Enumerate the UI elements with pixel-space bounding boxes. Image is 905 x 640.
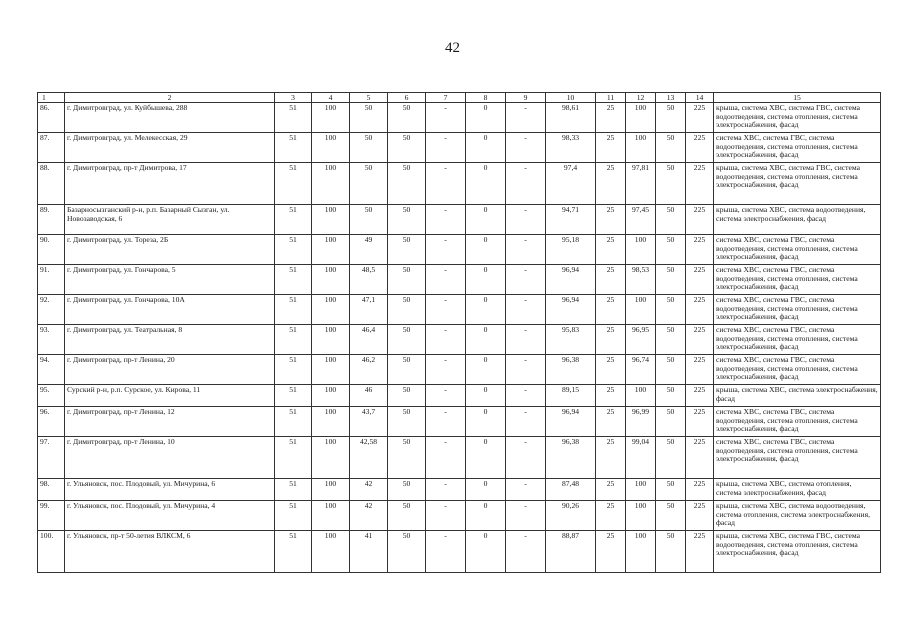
address-cell: г. Димитровград, ул. Мелекесская, 29 (65, 133, 275, 163)
value-cell-7: - (426, 235, 466, 265)
value-cell-3: 51 (275, 265, 312, 295)
value-cell-5: 43,7 (350, 407, 388, 437)
value-cell-9: - (506, 295, 546, 325)
value-cell-8: 0 (466, 133, 506, 163)
value-cell-13: 50 (656, 385, 686, 407)
works-cell: крыша, система ХВС, система водоотведения, система отопления, система электроснабжения, фасад (714, 501, 881, 531)
value-cell-8: 0 (466, 479, 506, 501)
address-cell: г. Димитровград, пр-т Ленина, 20 (65, 355, 275, 385)
value-cell-4: 100 (312, 103, 350, 133)
table-row (38, 163, 881, 205)
address-cell: г. Димитровград, ул. Театральная, 8 (65, 325, 275, 355)
value-cell-10: 90,26 (546, 501, 596, 531)
row-number: 94. (38, 355, 65, 385)
value-cell-5: 48,5 (350, 265, 388, 295)
table-row (38, 235, 881, 265)
column-header-13: 13 (656, 93, 686, 103)
table-row (38, 479, 881, 501)
value-cell-3: 51 (275, 501, 312, 531)
value-cell-6: 50 (388, 385, 426, 407)
value-cell-11: 25 (596, 479, 626, 501)
value-cell-7: - (426, 103, 466, 133)
value-cell-10: 96,38 (546, 437, 596, 479)
address-cell: г. Димитровград, ул. Гончарова, 5 (65, 265, 275, 295)
value-cell-3: 51 (275, 407, 312, 437)
works-cell: крыша, система ХВС, система ГВС, система водоотведения, система отопления, система электроснабжения, фасад (714, 163, 881, 205)
value-cell-10: 96,38 (546, 355, 596, 385)
value-cell-12: 100 (626, 531, 656, 573)
value-cell-11: 25 (596, 163, 626, 205)
value-cell-6: 50 (388, 531, 426, 573)
address-cell: г. Димитровград, пр-т Димитрова, 17 (65, 163, 275, 205)
value-cell-3: 51 (275, 325, 312, 355)
value-cell-12: 100 (626, 385, 656, 407)
table-row (38, 205, 881, 235)
value-cell-6: 50 (388, 355, 426, 385)
column-header-7: 7 (426, 93, 466, 103)
column-header-6: 6 (388, 93, 426, 103)
table-row (38, 133, 881, 163)
value-cell-4: 100 (312, 325, 350, 355)
value-cell-5: 46,2 (350, 355, 388, 385)
value-cell-13: 50 (656, 479, 686, 501)
value-cell-3: 51 (275, 205, 312, 235)
value-cell-12: 98,53 (626, 265, 656, 295)
buildings-table (37, 92, 881, 573)
value-cell-8: 0 (466, 531, 506, 573)
value-cell-8: 0 (466, 355, 506, 385)
value-cell-11: 25 (596, 385, 626, 407)
address-cell: г. Димитровград, ул. Тореза, 2Б (65, 235, 275, 265)
value-cell-7: - (426, 385, 466, 407)
column-header-5: 5 (350, 93, 388, 103)
value-cell-14: 225 (686, 437, 714, 479)
value-cell-11: 25 (596, 501, 626, 531)
value-cell-3: 51 (275, 385, 312, 407)
works-cell: система ХВС, система ГВС, система водоотведения, система отопления, система электроснабжения, фасад (714, 355, 881, 385)
value-cell-11: 25 (596, 265, 626, 295)
value-cell-9: - (506, 235, 546, 265)
row-number: 91. (38, 265, 65, 295)
value-cell-4: 100 (312, 163, 350, 205)
value-cell-10: 87,48 (546, 479, 596, 501)
value-cell-8: 0 (466, 437, 506, 479)
column-header-8: 8 (466, 93, 506, 103)
value-cell-11: 25 (596, 531, 626, 573)
value-cell-5: 49 (350, 235, 388, 265)
value-cell-9: - (506, 163, 546, 205)
value-cell-7: - (426, 479, 466, 501)
value-cell-14: 225 (686, 479, 714, 501)
row-number: 86. (38, 103, 65, 133)
value-cell-13: 50 (656, 295, 686, 325)
value-cell-8: 0 (466, 295, 506, 325)
table-row (38, 437, 881, 479)
value-cell-5: 42 (350, 501, 388, 531)
value-cell-12: 100 (626, 479, 656, 501)
value-cell-10: 94,71 (546, 205, 596, 235)
value-cell-6: 50 (388, 133, 426, 163)
row-number: 97. (38, 437, 65, 479)
table-body (38, 103, 881, 573)
value-cell-5: 50 (350, 103, 388, 133)
value-cell-6: 50 (388, 437, 426, 479)
value-cell-11: 25 (596, 295, 626, 325)
address-cell: г. Димитровград, пр-т Ленина, 12 (65, 407, 275, 437)
works-cell: система ХВС, система ГВС, система водоотведения, система отопления, система электроснабжения, фасад (714, 235, 881, 265)
row-number: 87. (38, 133, 65, 163)
value-cell-10: 95,83 (546, 325, 596, 355)
column-header-3: 3 (275, 93, 312, 103)
value-cell-12: 96,74 (626, 355, 656, 385)
value-cell-8: 0 (466, 407, 506, 437)
column-header-15: 15 (714, 93, 881, 103)
value-cell-6: 50 (388, 103, 426, 133)
column-header-1: 1 (38, 93, 65, 103)
value-cell-11: 25 (596, 437, 626, 479)
value-cell-8: 0 (466, 235, 506, 265)
value-cell-12: 100 (626, 235, 656, 265)
table-row (38, 407, 881, 437)
value-cell-6: 50 (388, 407, 426, 437)
row-number: 90. (38, 235, 65, 265)
value-cell-5: 41 (350, 531, 388, 573)
value-cell-6: 50 (388, 479, 426, 501)
row-number: 95. (38, 385, 65, 407)
value-cell-14: 225 (686, 163, 714, 205)
value-cell-14: 225 (686, 385, 714, 407)
value-cell-9: - (506, 205, 546, 235)
works-cell: крыша, система ХВС, система электроснабжения, фасад (714, 385, 881, 407)
value-cell-11: 25 (596, 355, 626, 385)
value-cell-10: 95,18 (546, 235, 596, 265)
value-cell-13: 50 (656, 407, 686, 437)
value-cell-8: 0 (466, 103, 506, 133)
value-cell-12: 100 (626, 295, 656, 325)
value-cell-9: - (506, 355, 546, 385)
value-cell-11: 25 (596, 205, 626, 235)
column-header-11: 11 (596, 93, 626, 103)
value-cell-10: 96,94 (546, 265, 596, 295)
value-cell-14: 225 (686, 531, 714, 573)
value-cell-13: 50 (656, 531, 686, 573)
value-cell-5: 42,58 (350, 437, 388, 479)
value-cell-5: 50 (350, 133, 388, 163)
value-cell-9: - (506, 531, 546, 573)
address-cell: г. Димитровград, ул. Куйбышева, 288 (65, 103, 275, 133)
value-cell-14: 225 (686, 295, 714, 325)
value-cell-13: 50 (656, 133, 686, 163)
row-number: 92. (38, 295, 65, 325)
address-cell: г. Ульяновск, пос. Плодовый, ул. Мичурина, 4 (65, 501, 275, 531)
column-number-row (38, 93, 881, 103)
value-cell-7: - (426, 295, 466, 325)
table-row (38, 355, 881, 385)
value-cell-6: 50 (388, 163, 426, 205)
value-cell-13: 50 (656, 265, 686, 295)
value-cell-9: - (506, 501, 546, 531)
value-cell-9: - (506, 133, 546, 163)
table-row (38, 501, 881, 531)
value-cell-13: 50 (656, 163, 686, 205)
value-cell-12: 99,04 (626, 437, 656, 479)
row-number: 89. (38, 205, 65, 235)
value-cell-12: 100 (626, 103, 656, 133)
value-cell-4: 100 (312, 385, 350, 407)
value-cell-4: 100 (312, 235, 350, 265)
value-cell-7: - (426, 133, 466, 163)
value-cell-10: 96,94 (546, 407, 596, 437)
value-cell-6: 50 (388, 325, 426, 355)
address-cell: г. Ульяновск, пр-т 50-летия ВЛКСМ, 6 (65, 531, 275, 573)
value-cell-8: 0 (466, 265, 506, 295)
value-cell-14: 225 (686, 355, 714, 385)
value-cell-13: 50 (656, 235, 686, 265)
value-cell-7: - (426, 163, 466, 205)
value-cell-4: 100 (312, 133, 350, 163)
works-cell: крыша, система ХВС, система водоотведения, система электроснабжения, фасад (714, 205, 881, 235)
works-cell: система ХВС, система ГВС, система водоотведения, система отопления, система электроснабжения, фасад (714, 133, 881, 163)
table-row (38, 295, 881, 325)
works-cell: система ХВС, система ГВС, система водоотведения, система отопления, система электроснабжения, фасад (714, 325, 881, 355)
row-number: 99. (38, 501, 65, 531)
value-cell-10: 89,15 (546, 385, 596, 407)
value-cell-3: 51 (275, 531, 312, 573)
value-cell-13: 50 (656, 103, 686, 133)
table-row (38, 325, 881, 355)
value-cell-11: 25 (596, 407, 626, 437)
value-cell-10: 96,94 (546, 295, 596, 325)
table-row (38, 265, 881, 295)
value-cell-14: 225 (686, 265, 714, 295)
value-cell-13: 50 (656, 205, 686, 235)
value-cell-4: 100 (312, 437, 350, 479)
value-cell-7: - (426, 205, 466, 235)
column-header-2: 2 (65, 93, 275, 103)
value-cell-9: - (506, 325, 546, 355)
value-cell-5: 46,4 (350, 325, 388, 355)
value-cell-6: 50 (388, 205, 426, 235)
value-cell-6: 50 (388, 235, 426, 265)
value-cell-7: - (426, 531, 466, 573)
column-header-10: 10 (546, 93, 596, 103)
value-cell-4: 100 (312, 479, 350, 501)
value-cell-14: 225 (686, 407, 714, 437)
works-cell: система ХВС, система ГВС, система водоотведения, система отопления, система электроснабжения, фасад (714, 265, 881, 295)
value-cell-6: 50 (388, 265, 426, 295)
row-number: 88. (38, 163, 65, 205)
value-cell-12: 97,81 (626, 163, 656, 205)
value-cell-9: - (506, 265, 546, 295)
value-cell-3: 51 (275, 295, 312, 325)
value-cell-14: 225 (686, 325, 714, 355)
table-row (38, 103, 881, 133)
value-cell-12: 100 (626, 133, 656, 163)
value-cell-5: 46 (350, 385, 388, 407)
value-cell-7: - (426, 437, 466, 479)
value-cell-14: 225 (686, 205, 714, 235)
value-cell-9: - (506, 385, 546, 407)
works-cell: система ХВС, система ГВС, система водоотведения, система отопления, система электроснабжения, фасад (714, 437, 881, 479)
value-cell-7: - (426, 355, 466, 385)
column-header-12: 12 (626, 93, 656, 103)
column-header-4: 4 (312, 93, 350, 103)
value-cell-8: 0 (466, 325, 506, 355)
value-cell-11: 25 (596, 133, 626, 163)
row-number: 96. (38, 407, 65, 437)
address-cell: Сурский р-н, р.п. Сурское, ул. Кирова, 11 (65, 385, 275, 407)
value-cell-10: 97,4 (546, 163, 596, 205)
value-cell-13: 50 (656, 501, 686, 531)
value-cell-11: 25 (596, 235, 626, 265)
value-cell-13: 50 (656, 437, 686, 479)
value-cell-10: 98,33 (546, 133, 596, 163)
value-cell-7: - (426, 501, 466, 531)
value-cell-9: - (506, 103, 546, 133)
value-cell-4: 100 (312, 205, 350, 235)
row-number: 100. (38, 531, 65, 573)
value-cell-7: - (426, 407, 466, 437)
value-cell-5: 50 (350, 205, 388, 235)
address-cell: Базарносызганский р-н, р.п. Базарный Сызган, ул. Новозаводская, 6 (65, 205, 275, 235)
value-cell-3: 51 (275, 355, 312, 385)
column-header-9: 9 (506, 93, 546, 103)
value-cell-8: 0 (466, 385, 506, 407)
value-cell-3: 51 (275, 133, 312, 163)
value-cell-12: 97,45 (626, 205, 656, 235)
value-cell-11: 25 (596, 325, 626, 355)
value-cell-3: 51 (275, 163, 312, 205)
value-cell-8: 0 (466, 501, 506, 531)
works-cell: система ХВС, система ГВС, система водоотведения, система отопления, система электроснабжения, фасад (714, 295, 881, 325)
value-cell-12: 100 (626, 501, 656, 531)
value-cell-10: 88,87 (546, 531, 596, 573)
value-cell-9: - (506, 407, 546, 437)
value-cell-10: 98,61 (546, 103, 596, 133)
address-cell: г. Ульяновск, пос. Плодовый, ул. Мичурина, 6 (65, 479, 275, 501)
row-number: 93. (38, 325, 65, 355)
value-cell-3: 51 (275, 235, 312, 265)
value-cell-8: 0 (466, 163, 506, 205)
address-cell: г. Димитровград, пр-т Ленина, 10 (65, 437, 275, 479)
value-cell-8: 0 (466, 205, 506, 235)
value-cell-5: 42 (350, 479, 388, 501)
row-number: 98. (38, 479, 65, 501)
value-cell-4: 100 (312, 265, 350, 295)
value-cell-12: 96,95 (626, 325, 656, 355)
value-cell-5: 50 (350, 163, 388, 205)
value-cell-14: 225 (686, 103, 714, 133)
value-cell-4: 100 (312, 501, 350, 531)
works-cell: крыша, система ХВС, система ГВС, система водоотведения, система отопления, система электроснабжения, фасад (714, 531, 881, 573)
value-cell-13: 50 (656, 325, 686, 355)
value-cell-3: 51 (275, 479, 312, 501)
table-row (38, 531, 881, 573)
column-header-14: 14 (686, 93, 714, 103)
value-cell-14: 225 (686, 133, 714, 163)
value-cell-4: 100 (312, 531, 350, 573)
value-cell-14: 225 (686, 235, 714, 265)
value-cell-12: 96,99 (626, 407, 656, 437)
works-cell: система ХВС, система ГВС, система водоотведения, система отопления, система электроснабжения, фасад (714, 407, 881, 437)
value-cell-4: 100 (312, 407, 350, 437)
value-cell-5: 47,1 (350, 295, 388, 325)
page-number: 42 (445, 40, 460, 56)
works-cell: крыша, система ХВС, система отопления, система электроснабжения, фасад (714, 479, 881, 501)
value-cell-4: 100 (312, 355, 350, 385)
value-cell-6: 50 (388, 501, 426, 531)
value-cell-7: - (426, 325, 466, 355)
value-cell-7: - (426, 265, 466, 295)
value-cell-9: - (506, 437, 546, 479)
address-cell: г. Димитровград, ул. Гончарова, 10А (65, 295, 275, 325)
value-cell-3: 51 (275, 437, 312, 479)
value-cell-6: 50 (388, 295, 426, 325)
table-row (38, 385, 881, 407)
value-cell-14: 225 (686, 501, 714, 531)
works-cell: крыша, система ХВС, система ГВС, система водоотведения, система отопления, система электроснабжения, фасад (714, 103, 881, 133)
value-cell-13: 50 (656, 355, 686, 385)
value-cell-3: 51 (275, 103, 312, 133)
value-cell-4: 100 (312, 295, 350, 325)
value-cell-11: 25 (596, 103, 626, 133)
value-cell-9: - (506, 479, 546, 501)
